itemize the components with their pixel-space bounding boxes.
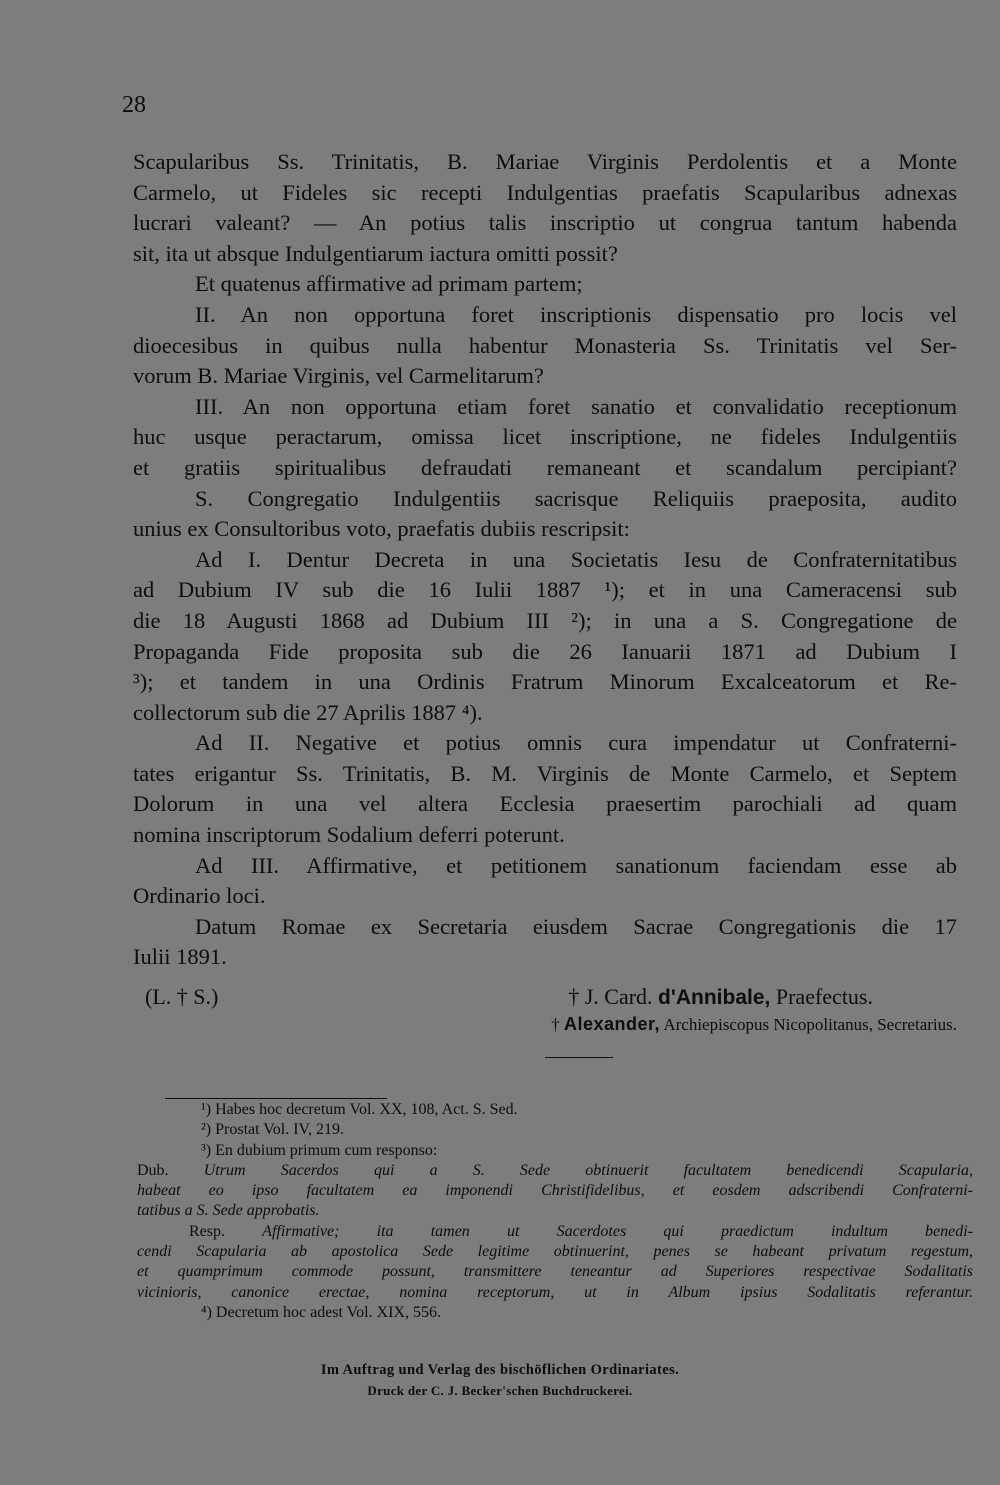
body-line: Carmelo, ut Fideles sic recepti Indulgentias praefatis Scapularibus adnexas: [133, 179, 957, 205]
body-line: nomina inscriptorum Sodalium deferri poterunt.: [133, 822, 565, 848]
body-line: lucrari valeant? — An potius talis inscriptio ut congrua tantum habenda: [133, 210, 957, 236]
body-line: Scapularibus Ss. Trinitatis, B. Mariae Virginis Perdolentis et a Monte: [133, 149, 957, 174]
responsum-line: [137, 1222, 973, 1242]
responsum-affirmative: Affirmative;: [262, 1222, 340, 1240]
dubium-line: tatibus a S. Sede approbatis.: [137, 1202, 320, 1220]
dubium-line: [137, 1161, 973, 1181]
secretary-title: Archiepiscopus Nicopolitanus, Secretarius.: [663, 1015, 957, 1034]
secretary-cross: †: [551, 1015, 560, 1034]
body-line: Et quatenus affirmative ad primam partem;: [195, 271, 583, 297]
body-line: III. An non opportuna etiam foret sanatio et convalidatio receptionum: [195, 393, 957, 419]
decree-body-text: [133, 147, 957, 973]
footnote-3: ³) En dubium primum cum responso:: [201, 1141, 438, 1159]
body-line: huc usque peractarum, omissa licet inscriptione, ne fideles Indulgentiis: [133, 424, 957, 450]
dubium-text: Utrum Sacerdos qui a S. Sede obtinuerit facultatem benedicendi Scapularia,: [203, 1161, 974, 1179]
body-line: Ad I. Dentur Decreta in una Societatis Iesu de Confraternitatibus: [195, 546, 957, 572]
footnote-2: ²) Prostat Vol. IV, 219.: [201, 1121, 345, 1139]
responsum-line: et quamprimum commode possunt, transmittere teneantur ad Superiores respectivae Sodalitatis: [137, 1263, 973, 1281]
page-number: 28: [122, 92, 146, 118]
secretary-name: Alexander,: [563, 1014, 661, 1034]
body-line: et gratiis spiritualibus defraudati remaneant et scandalum percipiant?: [133, 454, 957, 480]
responsum-line: vicinioris, canonice erectae, nomina receptorum, ut in Album ipsius Sodalitatis referantur.: [137, 1283, 973, 1301]
body-line: Datum Romae ex Secretaria eiusdem Sacrae Congregationis die 17: [195, 913, 957, 939]
body-line: die 18 Augusti 1868 ad Dubium III ²); in una a S. Congregatione de: [133, 607, 957, 633]
printer-imprint-line2: Druck der C. J. Becker'schen Buchdruckerei.: [367, 1383, 633, 1398]
footnote-divider: [165, 1098, 387, 1099]
body-line: tates erigantur Ss. Trinitatis, B. M. Virginis de Monte Carmelo, et Septem: [133, 760, 957, 786]
body-line: Dolorum in una vel altera Ecclesia praesertim parochiali ad quam: [133, 791, 957, 817]
secretary-signature: [551, 1014, 957, 1035]
footnote-1: ¹) Habes hoc decretum Vol. XX, 108, Act. S. Sed.: [201, 1101, 518, 1118]
footnote-4: ⁴) Decretum hoc adest Vol. XIX, 556.: [201, 1303, 442, 1321]
printer-imprint-line1: Im Auftrag und Verlag des bischöflichen Ordinariates.: [320, 1362, 680, 1378]
prefect-name: d'Annibale,: [658, 986, 771, 1009]
body-line: sit, ita ut absque Indulgentiarum iactura omitti possit?: [133, 240, 618, 266]
body-line: Propaganda Fide proposita sub die 26 Ianuarii 1871 ad Dubium I: [133, 638, 957, 664]
body-line: unius ex Consultoribus voto, praefatis dubiis rescripsit:: [133, 516, 630, 542]
section-divider: [545, 1057, 613, 1058]
responsum-line: cendi Scapularia ab apostolica Sede legitime obtinuerint, penes se habeant privatum regestum,: [137, 1243, 973, 1261]
body-line: Ad III. Affirmative, et petitionem sanationum faciendam esse ab: [195, 852, 957, 878]
prefect-signature: [568, 984, 873, 1010]
body-line: ³); et tandem in una Ordinis Fratrum Minorum Excalceatorum et Re-: [133, 669, 957, 695]
body-line: Ordinario loci.: [133, 883, 266, 909]
body-line: S. Congregatio Indulgentiis sacrisque Reliquiis praeposita, audito: [195, 485, 957, 511]
body-line: dioecesibus in quibus nulla habentur Monasteria Ss. Trinitatis vel Ser-: [133, 332, 957, 358]
dubium-label: Dub.: [137, 1161, 169, 1179]
body-line: collectorum sub die 27 Aprilis 1887 ⁴).: [133, 699, 483, 725]
body-line: vorum B. Mariae Virginis, vel Carmelitarum?: [133, 363, 544, 389]
body-line: II. An non opportuna foret inscriptionis dispensatio pro locis vel: [195, 301, 957, 327]
prefect-title: Praefectus.: [775, 984, 873, 1009]
footnotes: [137, 1100, 973, 1323]
prefect-cross: † J. Card.: [568, 984, 653, 1009]
body-line: ad Dubium IV sub die 16 Iulii 1887 ¹); et in una Cameracensi sub: [133, 577, 957, 603]
responsum-text: ita tamen ut Sacerdotes qui praedictum indultum benedi-: [376, 1222, 974, 1240]
dubium-line: habeat eo ipso facultatem ea imponendi Christifidelibus, et eosdem adscribendi Confraterni-: [137, 1182, 973, 1200]
seal-mark: (L. † S.): [145, 984, 219, 1009]
responsum-label: Resp.: [189, 1222, 225, 1240]
body-line: Ad II. Negative et potius omnis cura impendatur ut Confraterni-: [195, 730, 957, 756]
body-line: Iulii 1891.: [133, 944, 227, 970]
